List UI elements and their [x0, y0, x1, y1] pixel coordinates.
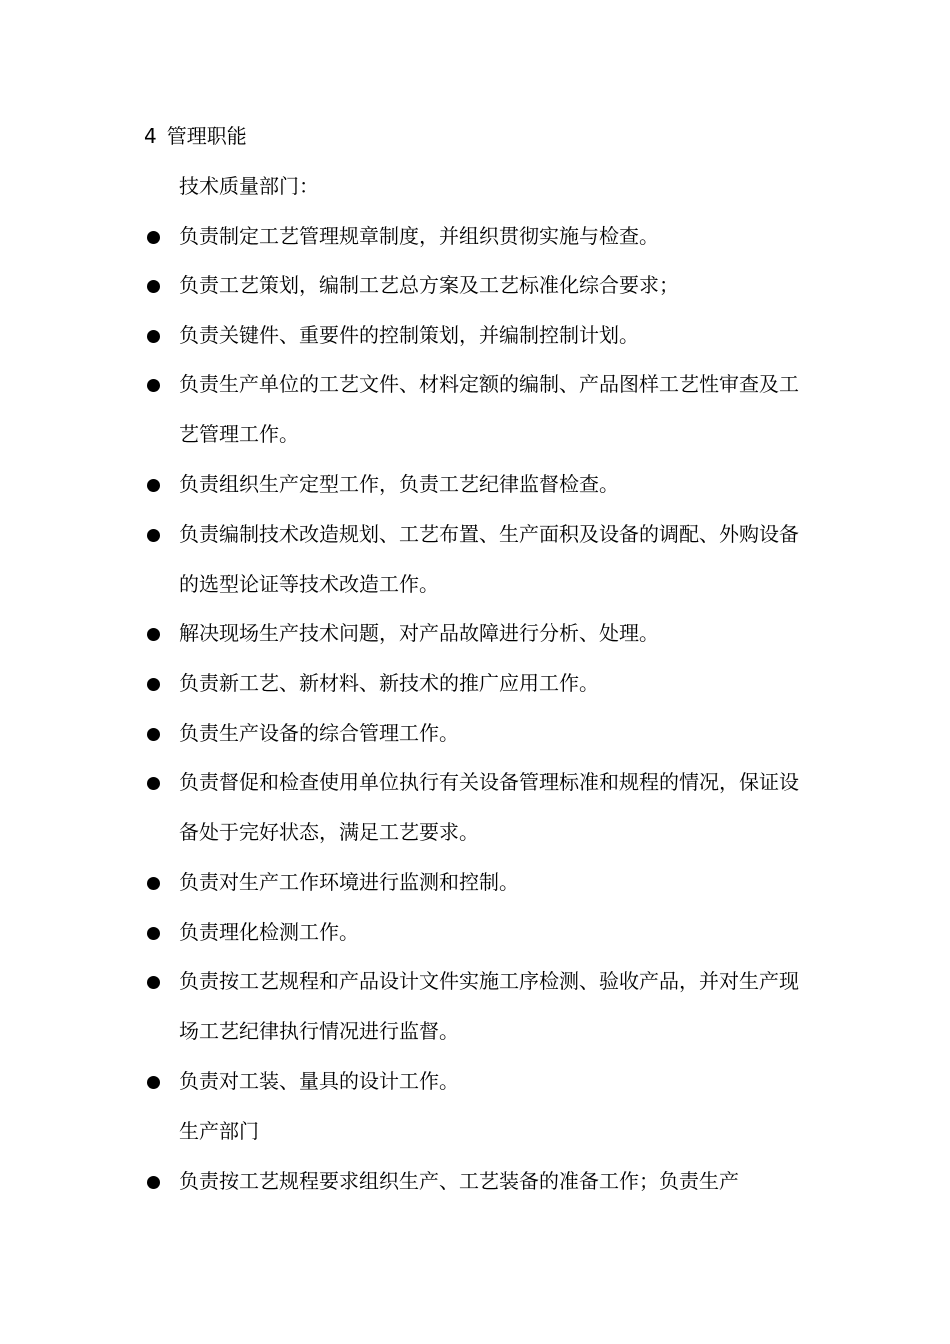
bullet-dot-icon: [147, 231, 160, 244]
section-heading: [144, 122, 247, 150]
bullet-dot-icon: [147, 976, 160, 989]
section-title: 管理职能: [166, 124, 247, 148]
bullet-dot-icon: [147, 479, 160, 492]
list-item-text: 负责工艺策划，编制工艺总方案及工艺标准化综合要求；: [179, 273, 679, 297]
list-item-text: 负责编制技术改造规划、工艺布置、生产面积及设备的调配、外购设备的选型论证等技术改造工作。: [179, 522, 799, 596]
list-item-text: 负责按工艺规程要求组织生产、工艺装备的准备工作；负责生产: [179, 1169, 739, 1193]
department-heading-tech-quality: 技术质量部门：: [179, 174, 319, 198]
bullet-dot-icon: [147, 1076, 160, 1089]
bullet-dot-icon: [147, 927, 160, 940]
list-item-text: 负责制定工艺管理规章制度，并组织贯彻实施与检查。: [179, 224, 659, 248]
list-item-text: 负责组织生产定型工作，负责工艺纪律监督检查。: [179, 472, 619, 496]
list-item-text: 负责对工装、量具的设计工作。: [179, 1069, 459, 1093]
bullet-dot-icon: [147, 379, 160, 392]
section-number: 4: [144, 124, 157, 148]
list-item-text: 负责按工艺规程和产品设计文件实施工序检测、验收产品，并对生产现场工艺纪律执行情况进行监督。: [179, 969, 799, 1043]
bullet-dot-icon: [147, 728, 160, 741]
list-item-text: 负责生产单位的工艺文件、材料定额的编制、产品图样工艺性审查及工艺管理工作。: [179, 372, 799, 446]
bullet-dot-icon: [147, 1176, 160, 1189]
bullet-dot-icon: [147, 877, 160, 890]
bullet-dot-icon: [147, 330, 160, 343]
bullet-dot-icon: [147, 529, 160, 542]
department-heading-production: 生产部门: [179, 1119, 259, 1143]
bullet-dot-icon: [147, 628, 160, 641]
list-item-text: 负责关键件、重要件的控制策划，并编制控制计划。: [179, 323, 639, 347]
list-item-text: 负责督促和检查使用单位执行有关设备管理标准和规程的情况，保证设备处于完好状态，满足工艺要求。: [179, 770, 799, 844]
list-item-text: 负责新工艺、新材料、新技术的推广应用工作。: [179, 671, 599, 695]
list-item-text: 负责生产设备的综合管理工作。: [179, 721, 459, 745]
list-item-text: 负责理化检测工作。: [179, 920, 359, 944]
list-item-text: 解决现场生产技术问题，对产品故障进行分析、处理。: [179, 621, 659, 645]
bullet-dot-icon: [147, 777, 160, 790]
list-item-text: 负责对生产工作环境进行监测和控制。: [179, 870, 519, 894]
bullet-dot-icon: [147, 678, 160, 691]
bullet-dot-icon: [147, 280, 160, 293]
